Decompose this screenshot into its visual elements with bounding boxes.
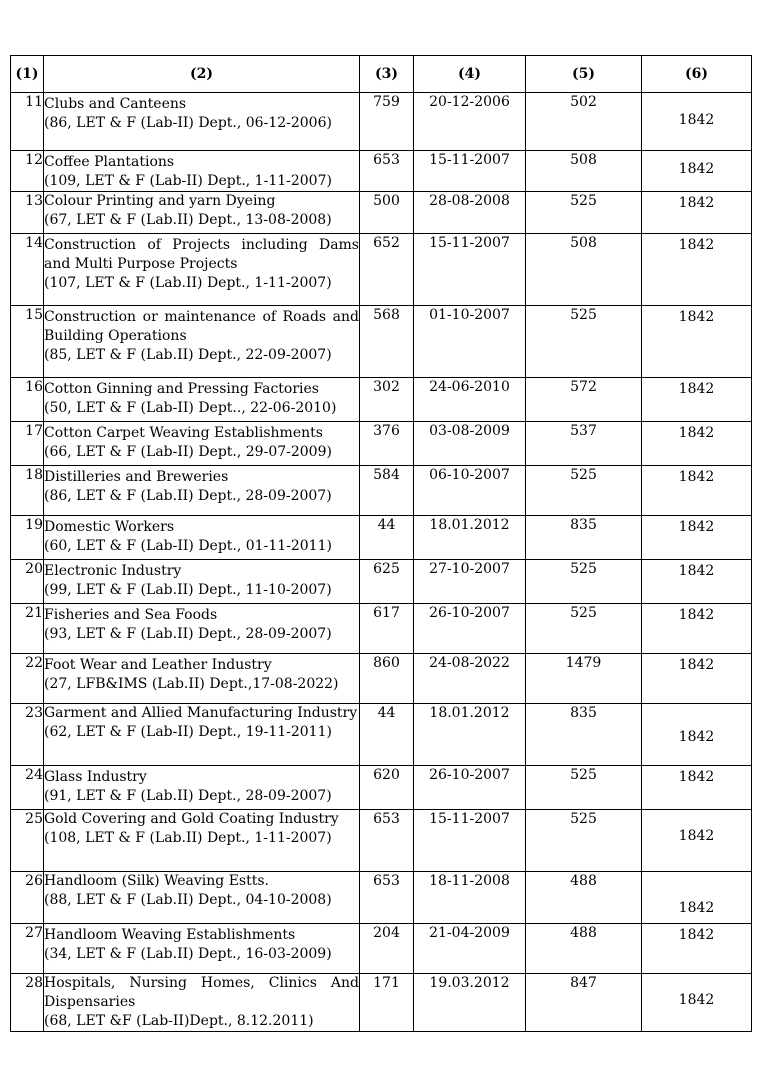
notification-reference: (34, LET & F (Lab.II) Dept., 16-03-2009) xyxy=(44,946,332,962)
column-4-date: 28-08-2008 xyxy=(414,192,526,234)
table-row xyxy=(11,192,752,234)
serial-number: 11 xyxy=(11,93,44,151)
column-3-value: 44 xyxy=(360,704,414,766)
establishment-description xyxy=(44,151,360,192)
column-3-value: 204 xyxy=(360,924,414,974)
column-6-value: 1842 xyxy=(642,151,752,192)
establishment-description xyxy=(44,422,360,466)
serial-number: 27 xyxy=(11,924,44,974)
column-3-value: 302 xyxy=(360,378,414,422)
column-5-value: 502 xyxy=(526,93,642,151)
establishment-description xyxy=(44,604,360,654)
table-row xyxy=(11,924,752,974)
establishment-name: Construction of Projects including Dams and Multi Purpose Projects xyxy=(44,237,359,272)
column-4-date: 21-04-2009 xyxy=(414,924,526,974)
column-4-date: 15-11-2007 xyxy=(414,810,526,872)
notification-reference: (93, LET & F (Lab.II) Dept., 28-09-2007) xyxy=(44,626,332,642)
column-3-value: 44 xyxy=(360,516,414,560)
establishment-name: Construction or maintenance of Roads and Building Operations xyxy=(44,309,359,344)
column-3-value: 653 xyxy=(360,872,414,924)
table-body xyxy=(11,93,752,1032)
establishment-description xyxy=(44,974,360,1032)
serial-number: 24 xyxy=(11,766,44,810)
column-4-date: 20-12-2006 xyxy=(414,93,526,151)
column-3-value: 617 xyxy=(360,604,414,654)
table-row xyxy=(11,654,752,704)
establishment-description xyxy=(44,306,360,378)
column-6-value: 1842 xyxy=(642,604,752,654)
column-6-value: 1842 xyxy=(642,924,752,974)
notification-reference: (66, LET & F (Lab-II) Dept., 29-07-2009) xyxy=(44,444,332,460)
column-5-value: 525 xyxy=(526,604,642,654)
notification-reference: (60, LET & F (Lab-II) Dept., 01-11-2011) xyxy=(44,538,332,554)
header-col-6: (6) xyxy=(642,56,752,93)
column-5-value: 525 xyxy=(526,466,642,516)
column-3-value: 653 xyxy=(360,151,414,192)
serial-number: 12 xyxy=(11,151,44,192)
establishment-name: Colour Printing and yarn Dyeing xyxy=(44,193,276,209)
serial-number: 16 xyxy=(11,378,44,422)
column-5-value: 525 xyxy=(526,306,642,378)
notification-reference: (27, LFB&IMS (Lab.II) Dept.,17-08-2022) xyxy=(44,676,339,692)
column-4-date: 15-11-2007 xyxy=(414,151,526,192)
serial-number: 25 xyxy=(11,810,44,872)
table-row xyxy=(11,422,752,466)
notification-reference: (50, LET & F (Lab-II) Dept.., 22-06-2010) xyxy=(44,400,337,416)
column-5-value: 537 xyxy=(526,422,642,466)
table-row xyxy=(11,516,752,560)
column-4-date: 24-08-2022 xyxy=(414,654,526,704)
column-3-value: 652 xyxy=(360,234,414,306)
establishment-name: Cotton Ginning and Pressing Factories xyxy=(44,381,319,397)
column-3-value: 568 xyxy=(360,306,414,378)
column-4-date: 18.01.2012 xyxy=(414,704,526,766)
column-3-value: 620 xyxy=(360,766,414,810)
establishment-name: Coffee Plantations xyxy=(44,154,175,170)
column-5-value: 1479 xyxy=(526,654,642,704)
serial-number: 28 xyxy=(11,974,44,1032)
establishment-description xyxy=(44,378,360,422)
establishment-name: Handloom (Silk) Weaving Estts. xyxy=(44,873,269,889)
column-4-date: 18.01.2012 xyxy=(414,516,526,560)
notification-reference: (108, LET & F (Lab.II) Dept., 1-11-2007) xyxy=(44,830,332,846)
establishment-description xyxy=(44,704,360,766)
establishment-name: Clubs and Canteens xyxy=(44,96,187,112)
serial-number: 15 xyxy=(11,306,44,378)
header-col-3: (3) xyxy=(360,56,414,93)
column-3-value: 171 xyxy=(360,974,414,1032)
header-col-2: (2) xyxy=(44,56,360,93)
serial-number: 19 xyxy=(11,516,44,560)
establishment-description xyxy=(44,560,360,604)
serial-number: 22 xyxy=(11,654,44,704)
column-6-value: 1842 xyxy=(642,974,752,1032)
table-row xyxy=(11,872,752,924)
column-6-value: 1842 xyxy=(642,516,752,560)
notification-reference: (62, LET & F (Lab-II) Dept., 19-11-2011) xyxy=(44,724,332,740)
notification-reference: (91, LET & F (Lab.II) Dept., 28-09-2007) xyxy=(44,788,332,804)
establishment-description xyxy=(44,93,360,151)
notification-reference: (67, LET & F (Lab.II) Dept., 13-08-2008) xyxy=(44,212,332,228)
establishment-description xyxy=(44,810,360,872)
establishment-description xyxy=(44,466,360,516)
table-row xyxy=(11,378,752,422)
column-6-value: 1842 xyxy=(642,306,752,378)
table-row xyxy=(11,93,752,151)
table-row xyxy=(11,810,752,872)
column-6-value: 1842 xyxy=(642,378,752,422)
notification-reference: (86, LET & F (Lab.II) Dept., 28-09-2007) xyxy=(44,488,332,504)
column-5-value: 525 xyxy=(526,810,642,872)
column-5-value: 525 xyxy=(526,560,642,604)
column-4-date: 15-11-2007 xyxy=(414,234,526,306)
column-3-value: 625 xyxy=(360,560,414,604)
column-6-value: 1842 xyxy=(642,654,752,704)
serial-number: 23 xyxy=(11,704,44,766)
column-6-value: 1842 xyxy=(642,93,752,151)
establishment-description xyxy=(44,234,360,306)
column-5-value: 847 xyxy=(526,974,642,1032)
column-6-value: 1842 xyxy=(642,422,752,466)
column-6-value: 1842 xyxy=(642,234,752,306)
column-6-value: 1842 xyxy=(642,560,752,604)
column-4-date: 19.03.2012 xyxy=(414,974,526,1032)
column-5-value: 488 xyxy=(526,924,642,974)
notification-reference: (109, LET & F (Lab-II) Dept., 1-11-2007) xyxy=(44,173,332,189)
notification-reference: (107, LET & F (Lab.II) Dept., 1-11-2007) xyxy=(44,275,332,291)
notification-reference: (86, LET & F (Lab-II) Dept., 06-12-2006) xyxy=(44,115,332,131)
table-row xyxy=(11,466,752,516)
column-4-date: 01-10-2007 xyxy=(414,306,526,378)
table-row xyxy=(11,234,752,306)
establishment-name: Distilleries and Breweries xyxy=(44,469,229,485)
header-row xyxy=(11,56,752,93)
column-6-value: 1842 xyxy=(642,192,752,234)
column-5-value: 525 xyxy=(526,192,642,234)
table-row xyxy=(11,306,752,378)
notification-reference: (88, LET & F (Lab.II) Dept., 04-10-2008) xyxy=(44,892,332,908)
establishment-name: Fisheries and Sea Foods xyxy=(44,607,218,623)
notification-reference: (99, LET & F (Lab.II) Dept., 11-10-2007) xyxy=(44,582,332,598)
column-3-value: 860 xyxy=(360,654,414,704)
table-row xyxy=(11,766,752,810)
establishment-name: Gold Covering and Gold Coating Industry xyxy=(44,811,339,827)
serial-number: 26 xyxy=(11,872,44,924)
establishment-description xyxy=(44,192,360,234)
establishment-description xyxy=(44,766,360,810)
column-6-value: 1842 xyxy=(642,704,752,766)
column-4-date: 24-06-2010 xyxy=(414,378,526,422)
column-6-value: 1842 xyxy=(642,810,752,872)
column-5-value: 835 xyxy=(526,704,642,766)
column-3-value: 376 xyxy=(360,422,414,466)
establishment-name: Glass Industry xyxy=(44,769,147,785)
serial-number: 14 xyxy=(11,234,44,306)
establishment-name: Handloom Weaving Establishments xyxy=(44,927,296,943)
establishment-name: Domestic Workers xyxy=(44,519,174,535)
column-5-value: 525 xyxy=(526,766,642,810)
establishment-description xyxy=(44,516,360,560)
column-4-date: 06-10-2007 xyxy=(414,466,526,516)
notification-reference: (85, LET & F (Lab.II) Dept., 22-09-2007) xyxy=(44,347,332,363)
column-6-value: 1842 xyxy=(642,766,752,810)
establishment-description xyxy=(44,872,360,924)
header-col-5: (5) xyxy=(526,56,642,93)
table-row xyxy=(11,704,752,766)
establishment-name: Hospitals, Nursing Homes, Clinics And Dispensaries xyxy=(44,975,359,1010)
column-4-date: 26-10-2007 xyxy=(414,766,526,810)
column-5-value: 508 xyxy=(526,151,642,192)
notification-reference: (68, LET &F (Lab-II)Dept., 8.12.2011) xyxy=(44,1013,314,1029)
column-3-value: 500 xyxy=(360,192,414,234)
schedule-table xyxy=(10,55,752,1032)
table-row xyxy=(11,151,752,192)
serial-number: 18 xyxy=(11,466,44,516)
serial-number: 17 xyxy=(11,422,44,466)
column-3-value: 759 xyxy=(360,93,414,151)
column-6-value: 1842 xyxy=(642,466,752,516)
establishment-description xyxy=(44,924,360,974)
column-4-date: 03-08-2009 xyxy=(414,422,526,466)
serial-number: 20 xyxy=(11,560,44,604)
establishment-name: Foot Wear and Leather Industry xyxy=(44,657,272,673)
establishment-name: Garment and Allied Manufacturing Industry xyxy=(44,705,358,721)
column-4-date: 26-10-2007 xyxy=(414,604,526,654)
column-5-value: 572 xyxy=(526,378,642,422)
column-4-date: 27-10-2007 xyxy=(414,560,526,604)
establishment-name: Cotton Carpet Weaving Establishments xyxy=(44,425,323,441)
column-4-date: 18-11-2008 xyxy=(414,872,526,924)
column-5-value: 488 xyxy=(526,872,642,924)
serial-number: 21 xyxy=(11,604,44,654)
column-5-value: 835 xyxy=(526,516,642,560)
header-col-1: (1) xyxy=(11,56,44,93)
establishment-description xyxy=(44,654,360,704)
establishment-name: Electronic Industry xyxy=(44,563,182,579)
table-row xyxy=(11,974,752,1032)
column-3-value: 584 xyxy=(360,466,414,516)
serial-number: 13 xyxy=(11,192,44,234)
table-row xyxy=(11,560,752,604)
table-row xyxy=(11,604,752,654)
column-5-value: 508 xyxy=(526,234,642,306)
column-3-value: 653 xyxy=(360,810,414,872)
column-6-value: 1842 xyxy=(642,872,752,924)
header-col-4: (4) xyxy=(414,56,526,93)
